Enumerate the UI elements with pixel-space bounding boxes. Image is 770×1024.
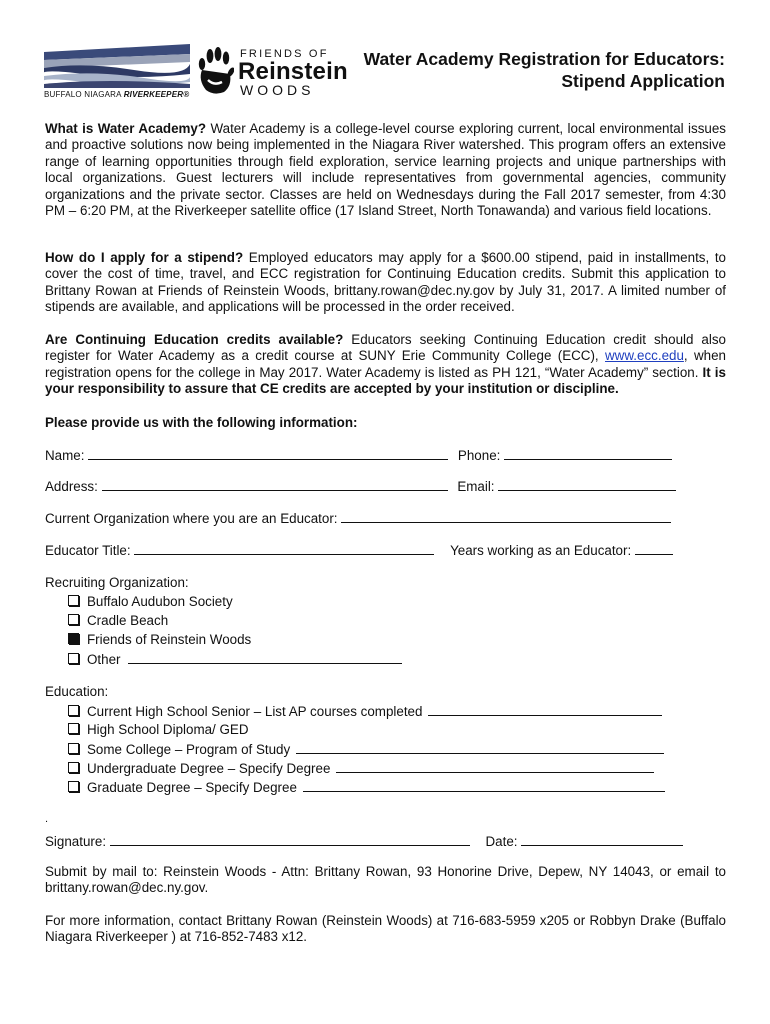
recruiting-option[interactable]: Other — [68, 651, 402, 667]
checkbox-icon[interactable] — [68, 595, 79, 606]
recruiting-option[interactable]: Buffalo Audubon Society — [68, 594, 233, 609]
checkbox-icon[interactable] — [68, 762, 79, 773]
program-of-study-field[interactable] — [296, 741, 664, 754]
checkbox-icon[interactable] — [68, 743, 79, 754]
address-field[interactable] — [102, 478, 448, 491]
checkbox-icon[interactable] — [68, 723, 79, 734]
recruiting-organization-label: Recruiting Organization: — [45, 575, 189, 590]
education-label: Education: — [45, 684, 109, 699]
date-field[interactable] — [521, 833, 683, 846]
ecc-link[interactable]: www.ecc.edu — [605, 348, 684, 364]
other-organization-field[interactable] — [128, 651, 402, 664]
name-field[interactable] — [88, 447, 448, 460]
checkbox-icon[interactable] — [68, 614, 79, 625]
signature-field[interactable] — [110, 833, 470, 846]
title-years-row: Educator Title: Years working as an Educator: — [45, 542, 673, 558]
email-field[interactable] — [498, 478, 676, 491]
phone-field[interactable] — [504, 447, 672, 460]
recruiting-option[interactable]: Friends of Reinstein Woods — [68, 632, 251, 647]
years-field[interactable] — [635, 542, 673, 555]
education-option[interactable]: Current High School Senior – List AP courses completed — [68, 703, 662, 719]
undergraduate-degree-field[interactable] — [336, 760, 654, 773]
education-option[interactable]: High School Diploma/ GED — [68, 722, 249, 737]
education-option[interactable]: Graduate Degree – Specify Degree — [68, 779, 665, 795]
ap-courses-field[interactable] — [428, 703, 662, 716]
checkbox-icon[interactable] — [68, 781, 79, 792]
organization-row: Current Organization where you are an Educator: — [45, 510, 671, 526]
handprint-icon — [196, 46, 234, 96]
what-is-water-academy: What is Water Academy? Water Academy is a college-level course exploring current, local environmental issues and proactive solutions now being implemented in the Niagara River watershed. This program offers an extensive range of learning opportunities through field exploration, service learning projects and unique partnerships with local organizations. Guest lecturers will include representatives from governmental agencies, community organizations and the private sector. Classes are held on Wednesdays during the Fall 2017 semester, from 4:30 PM – 6:20 PM, at the Riverkeeper satellite office (17 Island Street, North Tonawanda) and various field locations. — [45, 121, 726, 219]
provide-info-heading: Please provide us with the following information: — [45, 415, 358, 430]
signature-row: Signature: Date: — [45, 833, 683, 849]
submission-instructions: Submit by mail to: Reinstein Woods - Attn: Brittany Rowan, 93 Honorine Drive, Depew, NY 14043, or email to brittany.rowan@dec.ny.gov. — [45, 864, 726, 896]
organization-field[interactable] — [341, 510, 671, 523]
contact-information: For more information, contact Brittany Rowan (Reinstein Woods) at 716-683-5959 x205 or Robbyn Drake (Buffalo Niagara Riverkeeper ) at 716-852-7483 x12. — [45, 913, 726, 945]
graduate-degree-field[interactable] — [303, 779, 665, 792]
name-phone-row: Name: Phone: — [45, 447, 672, 463]
education-option[interactable]: Undergraduate Degree – Specify Degree — [68, 760, 654, 776]
checkbox-icon[interactable] — [68, 705, 79, 716]
how-to-apply: How do I apply for a stipend? Employed educators may apply for a $600.00 stipend, paid in installments, to cover the cost of time, travel, and ECC registration for Continuing Education credits. Submit this application to Brittany Rowan at Friends of Reinstein Woods, brittany.rowan@dec.ny.gov by July 31, 2017. A limited number of stipends are available, and applications will be processed in the order received. — [45, 250, 726, 315]
checkbox-icon[interactable] — [68, 653, 79, 664]
stray-dot: . — [45, 813, 49, 825]
reinstein-woods-logo: FRIENDS OF Reinstein WOODS — [196, 44, 356, 100]
page-title: Water Academy Registration for Educators: Stipend Application — [363, 49, 725, 91]
education-option[interactable]: Some College – Program of Study — [68, 741, 664, 757]
checked-checkbox-icon[interactable] — [68, 633, 79, 644]
recruiting-option[interactable]: Cradle Beach — [68, 613, 168, 628]
riverkeeper-logo-text: BUFFALO NIAGARA RIVERKEEPER® — [44, 90, 190, 99]
educator-title-field[interactable] — [134, 542, 434, 555]
address-email-row: Address: Email: — [45, 478, 676, 494]
ce-credits: Are Continuing Education credits available? Educators seeking Continuing Education credit should also register for Water Academy as a credit course at SUNY Erie Community College (ECC), www.ecc.edu, when registration opens for the college in May 2017. Water Academy is listed as PH 121, “Water Academy” section. It is your responsibility to assure that CE credits are accepted by your institution or discipline. — [45, 332, 727, 397]
